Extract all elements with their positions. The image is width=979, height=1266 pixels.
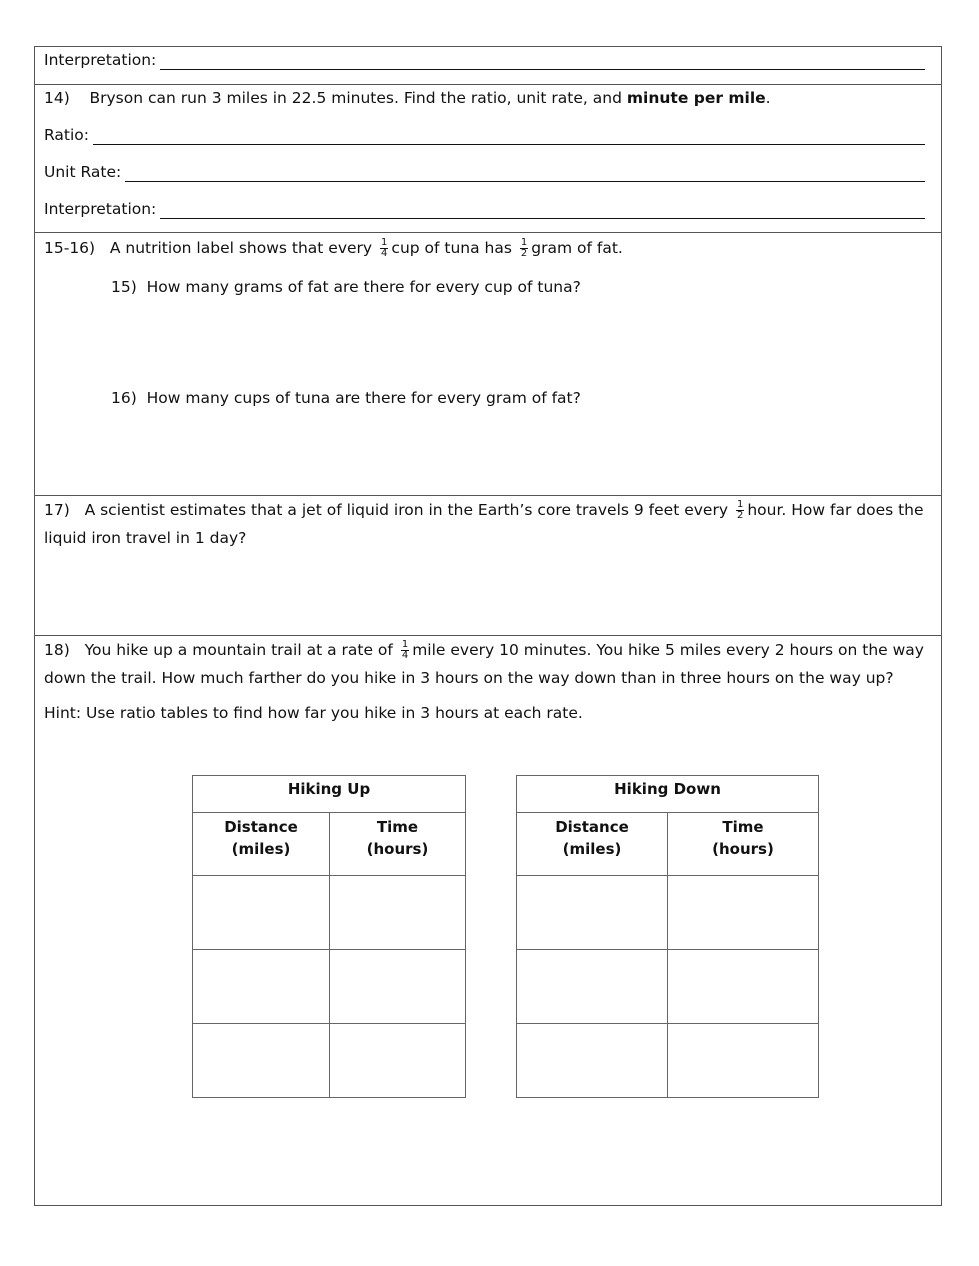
table-cell[interactable]	[517, 950, 668, 1024]
interpretation-label: Interpretation:	[44, 51, 157, 69]
table-cell[interactable]	[668, 1024, 819, 1098]
table-cell[interactable]	[330, 1024, 466, 1098]
hiking-down-distance-header: Distance (miles)	[517, 813, 668, 876]
q18-number: 18)	[44, 641, 70, 659]
table-cell[interactable]	[517, 1024, 668, 1098]
table-cell[interactable]	[517, 876, 668, 950]
q15-16-text-b: cup of tuna has	[391, 239, 512, 257]
ratio-row	[44, 125, 925, 145]
q15-16-number: 15-16)	[44, 239, 96, 257]
q15-16-text-a: A nutrition label shows that every	[109, 239, 373, 257]
q16-text: How many cups of tuna are there for every gram of fat?	[146, 389, 581, 407]
hiking-up-title: Hiking Up	[193, 776, 466, 813]
table-cell[interactable]	[193, 876, 330, 950]
q14-interpretation-answer-line[interactable]	[160, 204, 925, 219]
table-cell[interactable]	[330, 876, 466, 950]
q18-prompt	[44, 636, 925, 692]
q15-16-text-c: gram of fat.	[531, 239, 623, 257]
fraction-one-half: $\frac{1}{2}$	[520, 237, 528, 259]
q14-interpretation-row	[44, 199, 925, 219]
section-q14	[35, 85, 941, 233]
section-q17	[35, 496, 941, 636]
q17-prompt	[44, 496, 925, 552]
interpretation-answer-line[interactable]	[160, 55, 925, 70]
q14-number: 14)	[44, 89, 70, 107]
q18-text-b: mile every 10 minutes. You hike 5 miles every 2 hours on the way down the trail. How much farther do you hike in 3 hours on the way down than in three hours on the way up?	[44, 641, 924, 687]
q15-16-prompt	[44, 235, 925, 261]
q14-text: Bryson can run 3 miles in 22.5 minutes. Find the ratio, unit rate, and	[89, 89, 627, 107]
q14-bold-term: minute per mile	[626, 89, 766, 107]
hiking-down-title: Hiking Down	[517, 776, 819, 813]
q16-prompt	[111, 388, 925, 408]
q14-text-end: .	[765, 89, 771, 107]
q17-number: 17)	[44, 501, 70, 519]
table-cell[interactable]	[668, 950, 819, 1024]
section-q13-interpretation	[35, 47, 941, 85]
hiking-down-table	[516, 775, 819, 1098]
q18-text-a: You hike up a mountain trail at a rate of	[84, 641, 393, 659]
fraction-one-fourth: $\frac{1}{4}$	[381, 237, 388, 259]
hiking-up-distance-header: Distance (miles)	[193, 813, 330, 876]
unit-rate-answer-line[interactable]	[125, 167, 925, 182]
q17-text-b: hour. How far does the liquid iron travel in 1 day?	[44, 501, 924, 547]
table-cell[interactable]	[668, 876, 819, 950]
hiking-up-table	[192, 775, 466, 1098]
q14-interpretation-label: Interpretation:	[44, 200, 157, 218]
q18-hint: Hint: Use ratio tables to find how far you hike in 3 hours at each rate.	[44, 704, 583, 722]
section-q18	[35, 636, 941, 1207]
hiking-up-time-header: Time (hours)	[330, 813, 466, 876]
table-cell[interactable]	[193, 1024, 330, 1098]
hiking-down-time-header: Time (hours)	[668, 813, 819, 876]
table-cell[interactable]	[330, 950, 466, 1024]
ratio-answer-line[interactable]	[93, 130, 925, 145]
q14-prompt	[44, 88, 925, 108]
q15-text: How many grams of fat are there for every cup of tuna?	[146, 278, 581, 296]
section-q15-16	[35, 233, 941, 496]
table-cell[interactable]	[193, 950, 330, 1024]
interpretation-row	[44, 50, 925, 70]
q15-prompt	[111, 277, 925, 297]
q16-number: 16)	[111, 389, 137, 407]
q15-number: 15)	[111, 278, 137, 296]
unit-rate-label: Unit Rate:	[44, 163, 122, 181]
q17-text-a: A scientist estimates that a jet of liquid iron in the Earth’s core travels 9 feet every	[84, 501, 728, 519]
worksheet	[34, 46, 942, 1206]
fraction-one-half: $\frac{1}{2}$	[736, 499, 744, 521]
fraction-one-fourth: $\frac{1}{4}$	[401, 639, 409, 661]
unit-rate-row	[44, 162, 925, 182]
ratio-label: Ratio:	[44, 126, 90, 144]
